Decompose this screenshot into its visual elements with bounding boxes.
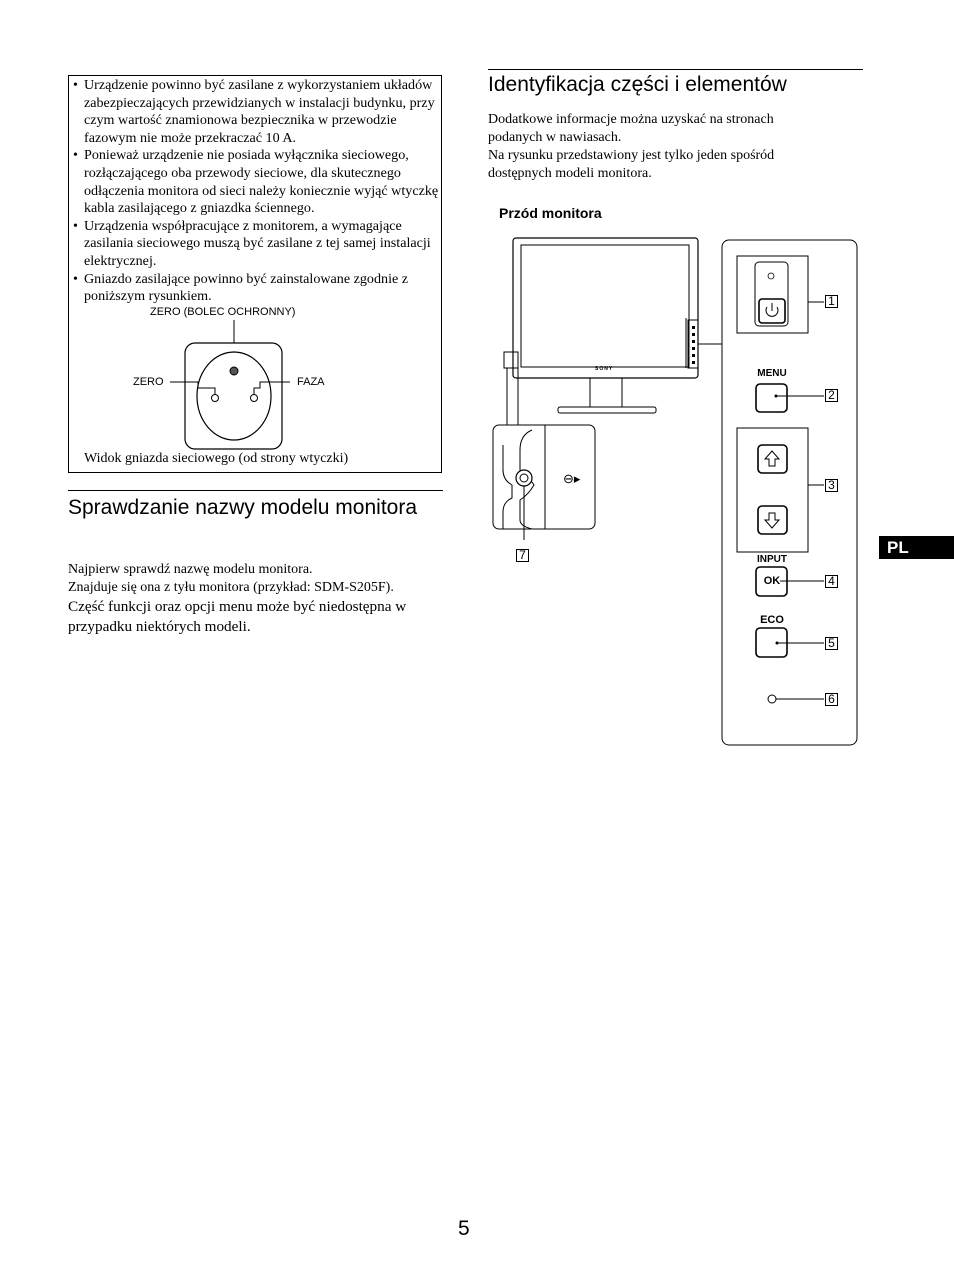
safety-note: • Gniazdo zasilające powinno być zainstalowane zgodnie z poniższym rysunkiem. xyxy=(69,271,441,306)
parts-line: Na rysunku przedstawiony jest tylko jeden spośród dostępnych modeli monitora. xyxy=(488,148,775,181)
figure-title: Przód monitora xyxy=(499,205,602,221)
model-section-text xyxy=(68,561,448,637)
menu-button-label: MENU xyxy=(757,368,787,379)
callout-6: 6 xyxy=(825,693,838,706)
input-button-label: INPUT xyxy=(757,554,787,565)
model-line: Część funkcji oraz opcji menu może być niedostępna w przypadku niektórych modeli. xyxy=(68,598,407,635)
section-divider xyxy=(488,69,863,70)
section-divider xyxy=(68,490,443,491)
safety-note: • Ponieważ urządzenie nie posiada wyłącznika sieciowego, rozłączającego oba przewody sieciowe, dla skutecznego odłączenia monitora od sieci należy koniecznie wyjąć wtyczkę kabla zasilającego z gniazdka ściennego. xyxy=(69,147,441,217)
callout-3: 3 xyxy=(825,479,838,492)
safety-note: • Urządzenie powinno być zasilane z wykorzystaniem układów zabezpieczających przewidzianych w instalacji budynku, przy czym wartość znamionowa bezpiecznika w przewodzie fazowym nie może przekraczać 10 A. xyxy=(69,77,441,147)
callout-2: 2 xyxy=(825,389,838,402)
callout-1: 1 xyxy=(825,295,838,308)
callout-4: 4 xyxy=(825,575,838,588)
socket-label-ground: ZERO (BOLEC OCHRONNY) xyxy=(150,306,296,318)
model-line: Najpierw sprawdź nazwę modelu monitora. xyxy=(68,562,313,577)
socket-label-neutral: ZERO xyxy=(133,376,164,388)
language-tab: PL xyxy=(879,536,954,559)
socket-caption: Widok gniazda sieciowego (od strony wtyczki) xyxy=(84,451,349,466)
ok-button-label: OK xyxy=(763,575,781,587)
parts-section-title: Identyfikacja części i elementów xyxy=(488,73,787,96)
power-socket-diagram xyxy=(170,318,290,454)
headphone-icon: ⊖▸ xyxy=(563,471,581,486)
socket-label-phase: FAZA xyxy=(297,376,325,388)
monitor-front-illustration xyxy=(490,230,740,540)
callout-7: 7 xyxy=(516,549,529,562)
eco-button-label: ECO xyxy=(760,614,784,626)
parts-section-text xyxy=(488,111,818,183)
brand-logo: SONY xyxy=(595,366,614,372)
safety-notes-list xyxy=(69,76,441,306)
page-number: 5 xyxy=(458,1217,470,1240)
parts-line: Dodatkowe informacje można uzyskać na stronach podanych w nawiasach. xyxy=(488,112,774,145)
control-panel-illustration xyxy=(720,238,860,748)
callout-5: 5 xyxy=(825,637,838,650)
model-line: Znajduje się ona z tyłu monitora (przykład: SDM-S205F). xyxy=(68,580,394,595)
model-section-title: Sprawdzanie nazwy modelu monitora xyxy=(68,496,418,519)
safety-note: • Urządzenia współpracujące z monitorem, a wymagające zasilania sieciowego muszą być zasilane z tej samej instalacji elektrycznej. xyxy=(69,218,441,271)
